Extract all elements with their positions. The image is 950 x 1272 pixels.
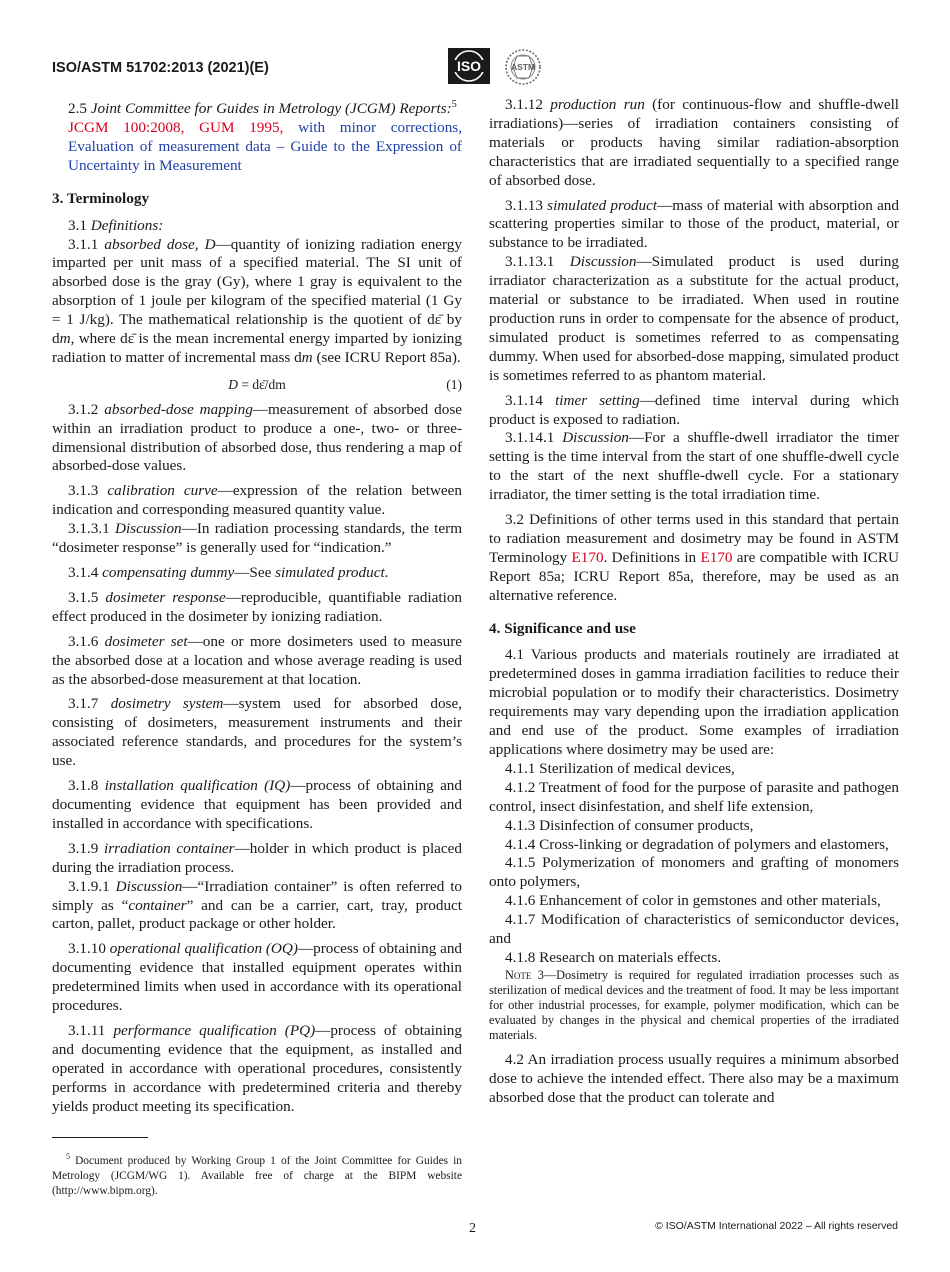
clause-3-1-11: 3.1.11 performance qualification (PQ)—process of obtaining and documenting evidence that the equipment, as installed and operated in accordance with operational procedures, consistently performs in accordance with predetermined criteria and thereby yields product meeting its specification. — [52, 1021, 462, 1115]
document-header-title: ISO/ASTM 51702:2013 (2021)(E) — [52, 60, 269, 76]
clause-3-1-1: 3.1.1 absorbed dose, D—quantity of ionizing radiation energy imparted per unit mass of a specified material. The SI unit of absorbed dose is the gray (Gy), where 1 gray is equivalent to the absorption of 1 joule per kilogram of the specified material (1 Gy = 1 J/kg). The mathematical relationship is the quotient of dε̄ by dm, where dε̄ is the mean incremental energy imparted by ionizing radiation to matter of incremental mass dm (see ICRU Report 85a). — [52, 235, 462, 366]
iso-logo-text: ISO — [456, 58, 482, 74]
clause-4-1-4: 4.1.4 Cross-linking or degradation of polymers and elastomers, — [505, 835, 889, 853]
clause-3-1-7: 3.1.7 dosimetry system—system used for absorbed dose, consisting of dosimeters, measurement instruments and their associated reference standards, and procedures for the system’s use. — [52, 695, 463, 770]
note-3-label: Note 3 — [505, 967, 544, 982]
e170-link-1[interactable]: E170 — [571, 548, 604, 566]
jcgm-reference-title: with minor corrections, Evaluation of measurement data – Guide to the Expression of Uncertainty in Measurement — [68, 118, 463, 174]
clause-3-1-2: 3.1.2 absorbed-dose mapping—measurement of absorbed dose within an irradiation product to produce a one-, two- or three-dimensional distribution of absorbed dose, thus rendering a map of absorbed-dose values. — [52, 400, 463, 475]
clause-4-1-7: 4.1.7 Modification of characteristics of semiconductor devices, and — [489, 911, 899, 948]
equation-1: D = dε̄/dm (1) — [52, 376, 462, 395]
clause-3-1-3: 3.1.3 calibration curve—expression of the relation between indication and corresponding measured quantity value. — [52, 482, 462, 519]
clause-4-1: 4.1 Various products and materials routinely are irradiated at predetermined doses in gamma irradiation facilities to reduce their microbial population or to modify their characteristics. Dosimetry requirements may vary depending upon the irradiation application and end use of the product. Some examples of irradiation applications where dosimetry may be used are: — [489, 646, 899, 758]
clause-3-1-8: 3.1.8 installation qualification (IQ)—process of obtaining and documenting evidence that equipment has been provided and installed in accordance with specifications. — [52, 777, 462, 832]
clause-3-1-14-1: 3.1.14.1 Discussion—For a shuffle-dwell irradiator the timer setting is the time interval from the start of one shuffle-dwell cycle to the start of the next shuffle-dwell cycle. For a stationary irradiator, the timer setting is the total irradiation time. — [489, 429, 899, 504]
clause-4-1-6: 4.1.6 Enhancement of color in gemstones and other materials, — [505, 892, 881, 910]
clause-4-2: 4.2 An irradiation process usually requires a minimum absorbed dose to achieve the intended effect. There also may be a maximum absorbed dose that the product can tolerate and — [489, 1051, 899, 1107]
clause-3-1-6: 3.1.6 dosimeter set—one or more dosimeters used to measure the absorbed dose at a location and whose average reading is used as the absorbed-dose measurement at that location. — [52, 632, 462, 688]
clause-3-1-9-1: 3.1.9.1 Discussion—“Irradiation container” is often referred to simply as “container” and can be a carrier, cart, tray, product carton, pallet, product package or other holder. — [52, 877, 463, 933]
left-column — [52, 96, 462, 1122]
clause-4-1-1: 4.1.1 Sterilization of medical devices, — [505, 759, 735, 777]
clause-4-1-3: 4.1.3 Disinfection of consumer products, — [505, 816, 754, 834]
equation-1-number: (1) — [446, 376, 462, 392]
right-column — [489, 96, 899, 1108]
clause-3-1-3-1: 3.1.3.1 Discussion—In radiation processing standards, the term “dosimeter response” is generally used for “indication.” — [52, 520, 463, 557]
clause-3-1: 3.1 Definitions: — [68, 216, 164, 234]
section-4-heading: 4. Significance and use — [489, 619, 636, 637]
clause-3-1-13: 3.1.13 simulated product—mass of material with absorption and scattering properties similar to those of the product, material, or substance to be irradiated. — [489, 196, 899, 252]
clause-3-1-10: 3.1.10 operational qualification (OQ)—process of obtaining and documenting evidence that installed equipment operates within predetermined limits when used in accordance with its operational procedures. — [52, 940, 463, 1015]
clause-3-1-13-1: 3.1.13.1 Discussion—Simulated product is used during irradiator characterization as a substitute for the actual product, material or substance to be irradiated. When used in routine production runs in order to compensate for the absence of product, simulated product is sometimes referred to as compensating dummy. When used for absorbed-dose mapping, simulated product is sometimes referred to as phantom material. — [489, 253, 899, 384]
clause-4-1-5: 4.1.5 Polymerization of monomers and grafting of monomers onto polymers, — [489, 854, 899, 891]
astm-logo-text: ASTM — [510, 62, 536, 72]
clause-3-1-9: 3.1.9 irradiation container—holder in which product is placed during the irradiation process. — [52, 839, 462, 876]
section-3-heading: 3. Terminology — [52, 189, 150, 207]
footnote-divider — [52, 1137, 148, 1138]
clause-3-1-4: 3.1.4 compensating dummy—See simulated product. — [68, 564, 389, 581]
astm-logo-icon — [503, 48, 543, 86]
footnote-5: $^5$ Document produced by Working Group 1 of the Joint Committee for Guides in Metrology (JCGM/WG 1). Available free of charge at the BIPM website (http://www.bipm.org). — [52, 1152, 462, 1197]
note-3: Note 3—Dosimetry is required for regulated irradiation processes such as sterilization of medical devices and the treatment of food. It may be less important for other industrial processes, for example, polymer modification, which can be evaluated by changes in the physical and chemical properties of the irradiated materials. — [489, 967, 899, 1043]
clause-3-1-14: 3.1.14 timer setting—defined time interval during which product is exposed to radiation. — [489, 391, 900, 428]
clause-4-1-2: 4.1.2 Treatment of food for the purpose of parasite and pathogen control, insect disinfestation, and shelf life extension, — [489, 778, 899, 815]
clause-3-1-12: 3.1.12 production run (for continuous-flow and shuffle-dwell irradiations)—series of irradiation containers consisting of materials or products having similar radiation-absorption characteristics that are irradiated sequentially to a specified range of absorbed dose. — [489, 96, 900, 189]
clause-4-1-8: 4.1.8 Research on materials effects. — [505, 948, 722, 966]
jcgm-reference-code: JCGM 100:2008, GUM 1995, — [68, 118, 284, 136]
e170-link-2[interactable]: E170 — [700, 548, 733, 566]
copyright-notice: © ISO/ASTM International 2022 – All rights reserved — [655, 1220, 898, 1232]
clause-3-1-5: 3.1.5 dosimeter response—reproducible, quantifiable radiation effect produced in the dosimeter by ionizing radiation. — [52, 588, 463, 625]
clause-3-2: 3.2 Definitions of other terms used in this standard that pertain to radiation measurement and dosimetry may be found in ASTM Terminology E170. Definitions in E170 are compatible with ICRU Report 85a; ICRU Report 85a, therefore, may be used as an alternative reference. — [489, 511, 899, 604]
iso-logo-icon — [448, 48, 490, 84]
reference-intro: 2.5 Joint Committee for Guides in Metrology (JCGM) Reports:$^5$ — [68, 99, 457, 118]
jcgm-reference — [52, 119, 462, 176]
page-number: 2 — [469, 1221, 476, 1236]
